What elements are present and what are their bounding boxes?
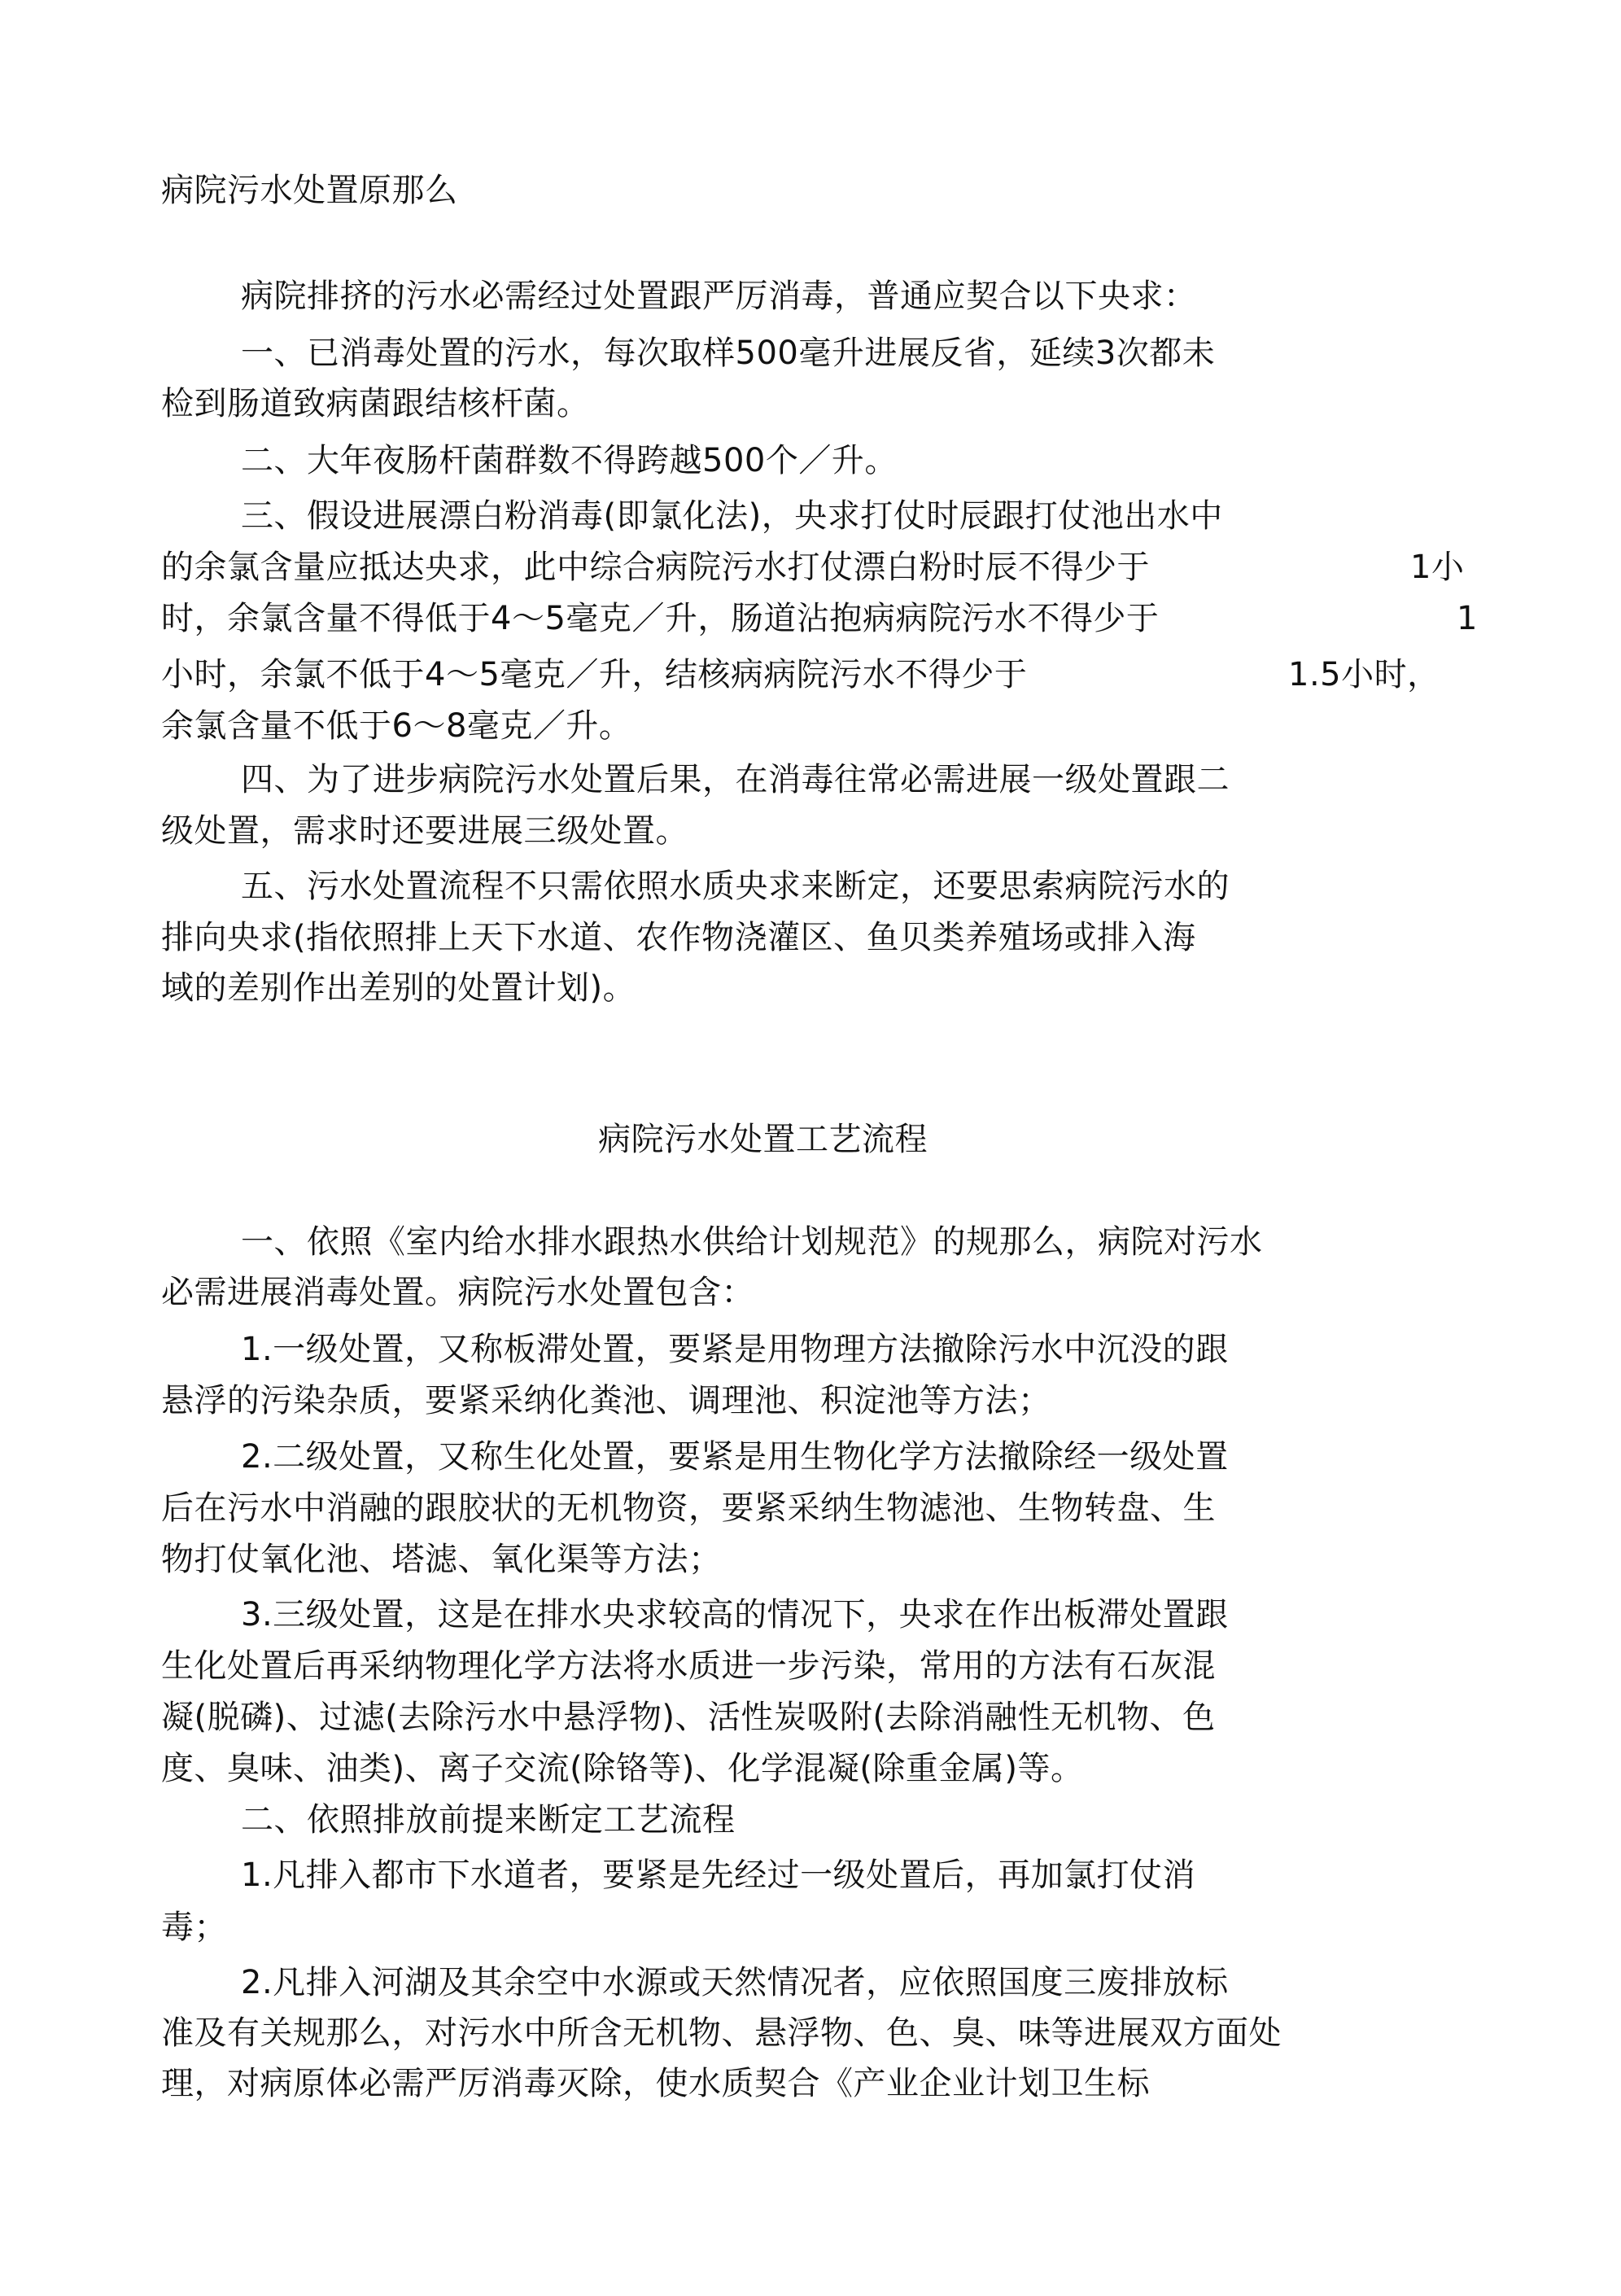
paragraph-line: 1小	[1410, 549, 1465, 586]
paragraph-line: 五、污水处置流程不只需依照水质央求来断定，还要思索病院污水的	[241, 868, 1230, 905]
list-item-line: 理，对病原体必需严厉消毒灭除，使水质契合《产业企业计划卫生标	[161, 2065, 1150, 2102]
paragraph-line: 1	[1457, 600, 1478, 637]
list-item-line: 度、臭味、油类)、离子交流(除铬等)、化学混凝(除重金属)等。	[161, 1750, 1084, 1787]
paragraph-line: 一、依照《室内给水排水跟热水供给计划规范》的规那么，病院对污水	[241, 1223, 1263, 1261]
list-item: 3.三级处置，这是在排水央求较高的情况下，央求在作出板滞处置跟	[241, 1596, 1229, 1633]
list-item-line: 物打仗氧化池、塔滤、氧化渠等方法；	[161, 1541, 722, 1578]
list-item-line: 准及有关规那么，对污水中所含无机物、悬浮物、色、臭、味等进展双方面处	[161, 2014, 1282, 2052]
paragraph-line: 必需进展消毒处置。病院污水处置包含：	[161, 1274, 754, 1311]
list-item: 1.一级处置，又称板滞处置，要紧是用物理方法撤除污水中沉没的跟	[241, 1331, 1229, 1368]
list-item-line: 生化处置后再采纳物理化学方法将水质进一步污染，常用的方法有石灰混	[161, 1647, 1216, 1685]
paragraph-line: 四、为了进步病院污水处置后果，在消毒往常必需进展一级处置跟二	[241, 761, 1230, 798]
list-item: 2.二级处置，又称生化处置，要紧是用生物化学方法撤除经一级处置	[241, 1438, 1229, 1476]
paragraph-line: 余氯含量不低于6～8毫克／升。	[161, 707, 632, 745]
paragraph-line: 的余氯含量应抵达央求，此中综合病院污水打仗漂白粉时辰不得少于	[161, 549, 1150, 586]
intro-paragraph: 病院排挤的污水必需经过处置跟严厉消毒，普通应契合以下央求：	[241, 278, 1197, 315]
list-item: 2.凡排入河湖及其余空中水源或天然情况者，应依照国度三废排放标	[241, 1964, 1229, 2001]
list-item-line: 后在污水中消融的跟胶状的无机物资，要紧采纳生物滤池、生物转盘、生	[161, 1489, 1216, 1527]
list-item-line: 毒；	[161, 1909, 227, 1946]
paragraph-line: 一、已消毒处置的污水，每次取样500毫升进展反省，延续3次都未	[241, 335, 1216, 372]
paragraph-line: 1.5小时，	[1288, 656, 1440, 693]
paragraph-line: 三、假设进展漂白粉消毒(即氯化法)，央求打仗时辰跟打仗池出水中	[241, 497, 1223, 535]
document-heading: 病院污水处置原那么	[161, 172, 458, 209]
paragraph-line: 检到肠道致病菌跟结核杆菌。	[161, 385, 590, 422]
list-item: 1.凡排入都市下水道者，要紧是先经过一级处置后，再加氯打仗消	[241, 1856, 1196, 1894]
list-item-line: 凝(脱磷)、过滤(去除污水中悬浮物)、活性炭吸附(去除消融性无机物、色	[161, 1699, 1216, 1736]
paragraph-line: 小时，余氯不低于4～5毫克／升，结核病病院污水不得少于	[161, 656, 1028, 693]
paragraph-line: 域的差别作出差别的处置计划)。	[161, 969, 636, 1007]
list-item-line: 悬浮的污染杂质，要紧采纳化粪池、调理池、积淀池等方法；	[161, 1382, 1051, 1419]
section-heading: 病院污水处置工艺流程	[598, 1121, 928, 1158]
paragraph-line: 二、依照排放前提来断定工艺流程	[241, 1801, 736, 1839]
paragraph-line: 排向央求(指依照排上天下水道、农作物浇灌区、鱼贝类养殖场或排入海	[161, 919, 1196, 956]
paragraph-line: 时，余氯含量不得低于4～5毫克／升，肠道沾抱病病院污水不得少于	[161, 600, 1160, 637]
paragraph-line: 级处置，需求时还要进展三级处置。	[161, 812, 688, 850]
paragraph-line: 二、大年夜肠杆菌群数不得跨越500个／升。	[241, 442, 898, 479]
